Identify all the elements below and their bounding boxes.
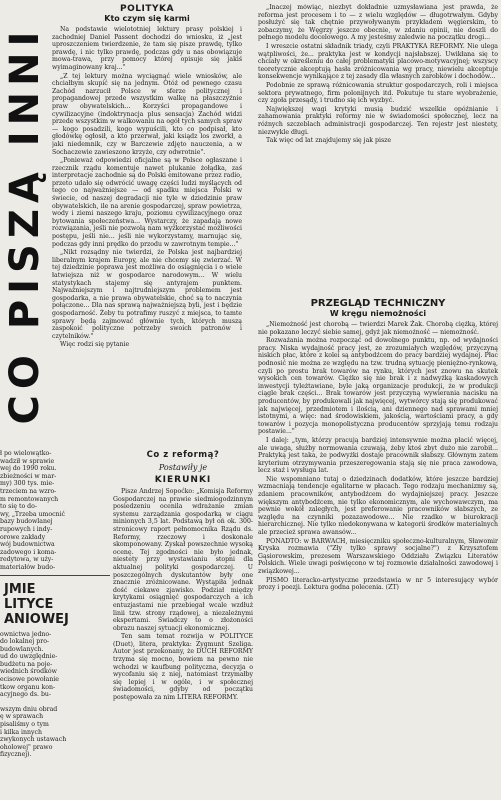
paragraph: „Ponieważ odpowiedzi oficjalne są w Polsce ogłaszane i rzecznik rządu komentuje nawet plukanie żołądka, zaś interpretacje zachodnie są do Polski emitowane przez radio, przeto udało się odwrócić uwagę części ludzi myślących od tego co najważniejsze — od spadku miejsca Polski w świecie, od naszej degradacji nie tyle w dziedzinie praw obywatelskich, ile na arenie gospodarczej, spraw powietrza, wody i ziemi naszego kraju, poziomu cywilizacyjnego oraz bytowania społeczeństwa... Wystarczy, że zapadają nowe rozwiązania, jeśli nie pozwolą nam wyżkorzystać możliwości postępu, jeśli nie... jeśli nie wykorzystamy, marnując się, podczas gdy inni prędko do przodu w zawrotnym tempie..." bbox=[52, 157, 242, 248]
paragraph: „Niemożność jest chorobą — twierdzi Marek Żak. Chorobą ciężką, której nie pokazano leczyć siebie samej, gdyż jak niemożność — niemożność. bbox=[258, 321, 498, 336]
paragraph: Rozważania można rozpocząć od dowolnego punktu, np. od wydajności pracy. Niska wydajność pracy jest, ze zrozumiałych względów, przyczyną niskich płac, które z kolei są antybodźcem do pracy bardziej wydajnej. Płac podnosić nie można ze względu na tzw. trudną sytuację pieniężno-rynkową, czyli po prostu brak towarów na rynku, których jest znowu na skutek wysokich cen towarów. Ciężko się nie brak i z nadwyżką kaskadowych inwestycji tyleżtawiane, byle jaką organizacje produkcji, że w produkcji ciągle brak części... Brak towarów jest przyczyną wywierania nacisku na producentów, by produkowali jak najwięcej, wytwórcy stają się produkować jak najwięcej, przedmiotem i ilością, ani dziennego nad sprawami mniej istotnymi, a więc: nad środowiskiem, jakością, wartościami pracy, a gdy towarów i pozycja monopolistyczna producentów sprzyjają temu rodzaju postawie..." bbox=[258, 337, 498, 436]
banner-headline bbox=[0, 582, 110, 627]
fragment-line: ownictwa jedno- bbox=[0, 630, 52, 638]
fragment-line bbox=[0, 699, 110, 706]
paragraph: Pisze Andrzej Sopoćko: „Komisja Reformy Gospodarczej na prawie siedmiogodzinnym posiedzeniu ocenila wdrażanie zmian systemu zarządzania gospodarką w ciągu minionych 3,5 lat. Podstawą był oń ok. 300-stronicowy raport pełnomocnika Rządu ds. Reformy, rzeczowy i doskonale skomponowany. Zyskał powszechnie wysoką ocenę. Tej zgodności nie było jednak, niestety przy wystawianiu stopni dla aktualnej polityki gospodarczej. U poszczególnych dyskutantów były one znacznie zróżnicowane. Wystąpiła jednak dość ciekawe zjawisko. Podział między krytykami osiągnięć gospodarczych a ich entuzjastami nie przebiegał wcale wzdłuż linii tzw. strony rządowej, a niezależnymi ekspertami. Świadczy to o złożoności obrazu naszej sytuacji ekonomicznej. bbox=[113, 488, 253, 632]
fragment-text-2 bbox=[0, 631, 110, 760]
paragraph: I wreszcie ostatni składnik triady, czyli PRAKTYKA REFORMY. Nie ulega wątpliwości, że... praktyka jest w kondycji najsłabszej. Uwikłana się to chciały w określeniu do całej problematyki placowo-motywacyjnej; wszyscy teoretycznie akceptują hasła zróżnicowania wg pracy, niewielu akceptuje konsekwencje wynikające z tej zasady dla własnych zarobków i dochodów... bbox=[258, 42, 498, 81]
paragraph: I dalej: „tym, którzy pracują bardziej intensywnie można płacić więcej, ale uwaga, służby normowania czuwają, żeby ktoś zbyt dużo nie zarobił... Praktyką jest taka, że podwyżki dostaje pracownik słabszy. Głównym zatem kryterium otrzymywania przeszeregowania stają się nie praca zawodowa, lecz staż i wysługa lat. bbox=[258, 436, 498, 475]
banner-line: LITYCE bbox=[4, 596, 54, 612]
paragraph: PONADTO: w BARWACH, miesięczniku społeczno-kulturalnym, Sławomir Kryska rozmawia ("Zły tylko sprawy socjalne?") z Krzysztofem Gąsiorowskim, prezesem Warszawskiego Oddziału Związku Literatów Polskich. Wiele uwagi poświęcono w tej rozmowie działalności zawodowej i związkowej... bbox=[258, 537, 498, 575]
article-przeglad-body bbox=[258, 321, 498, 592]
fragment-line: wszym dniu obrad bbox=[0, 705, 58, 713]
article-continuation-body bbox=[258, 4, 498, 145]
fragment-line: do lokalnej pro- bbox=[0, 638, 50, 646]
column-polityka bbox=[52, 4, 242, 449]
question-heading: Co z reformą? bbox=[146, 450, 220, 460]
fragment-line: zbieżności w mar- bbox=[0, 472, 57, 480]
paragraph: PISMO literacko-artystyczne przedstawia w nr 5 interesujący wybór prozy i poezji. Lektura godna polecenia. (ZT) bbox=[258, 576, 498, 592]
paragraph: „Nikt rozsądny nie twierdzi, że Polska jest najbardziej liberalnym krajem Europy, ale nie chcemy się zwierzać. W tej dziedzinie poprawa jest możliwa do osiągnięcia i o wiele łatwiejsza niż w gospodarce narodowym... W wielu statystykach stajemy się antyrajem punktem. Najważniejszym i najtrudniejszym problemem jest gospodarka, a nie prawa obywatelskie, choć są to naczynia połączone... Dla nas sprawą najważniejszą byli, jest i będzie gospodarność. Żeby tu potrafimy ruszyć z miejsca, to tamte sprawy będą zajmować głównie tych, których muszą zaspokoić polityczne potrzeby swoich patronów i czytelników." bbox=[52, 249, 242, 340]
fragment-line: budowlanych. bbox=[0, 645, 44, 653]
paragraph: Największej wagi krytyki musią budzić wszelkie opóźnianie i zahamowania praktyki reformy nie w świadomości społecznej, lecz na różnych szczeblach administracji gospodarczej. Ten rejestr jest niestety, niezwykle długi. bbox=[258, 105, 498, 136]
headline-w-kregu: W kręgu niemożności bbox=[329, 309, 427, 318]
fragment-line: ud do uwzględnie- bbox=[0, 653, 58, 661]
fragment-line: redytowa, w uży- bbox=[0, 556, 54, 564]
paragraph: Ten sam temat rozwija w POLITYCE (Duet), litera, praktyka: Zygmunt Szeliga. Autor jest przekonany, że DUCH REFORMY trzyma się mocno, bowiem na pewno nie wchodzi w kaufbung polityczna, decyzja o wycofaniu się z niej, natomiast trzymałby się lepiej i w ogóle, i w społecznej świadomości, gdyby od początku postępowała za nim LITERA REFORMY. bbox=[113, 633, 253, 702]
fragment-line: zwykonych ustawach bbox=[0, 736, 67, 744]
banner-line: ANIOWEJ bbox=[4, 611, 69, 627]
fragment-line: oholowej" prawo bbox=[0, 743, 53, 751]
column-kierunki bbox=[113, 450, 253, 800]
fragment-line: fizycznej). bbox=[0, 751, 32, 759]
paragraph: Tak więc od lat znajdujemy się jak pisze bbox=[266, 137, 392, 145]
paragraph: Więc rodzi się pytanie bbox=[60, 341, 130, 349]
fragment-line: my) 300 tys. mie- bbox=[0, 480, 55, 488]
vertical-title: CO PISZĄ INNI bbox=[2, 25, 48, 425]
headline-kto-czym: Kto czym się karmi bbox=[104, 14, 190, 23]
fragment-line: rupowych i indy- bbox=[0, 525, 53, 533]
postawily-line: Postawiły je bbox=[158, 463, 208, 472]
section-title-przeglad: PRZEGLĄD TECHNICZNY bbox=[310, 298, 446, 309]
fragment-line: materiałów budo- bbox=[0, 563, 56, 571]
fragment-line: trzeciem na wzro- bbox=[0, 487, 57, 495]
section-title-polityka: POLITYKA bbox=[120, 4, 174, 14]
fragment-line: budżetu na poje- bbox=[0, 660, 53, 668]
paragraph: Na podstawie wielototniej lektury prasy polskiej i zachodniej Daniel Passent dochodzi do wniosku, iż „jest uproszczeniem twierdzenie, że tam się pisze prawdę, tylko prawdę, i nic tylko prawdę, podczas gdy u nas obowiązuje mowa-trawa, przy pomocy której opisuje się jakiś wyimaginowany kraj..." bbox=[52, 26, 242, 71]
vertical-title-banner bbox=[0, 0, 50, 450]
fragment-line: wej do 1990 roku. bbox=[0, 465, 57, 473]
fragment-line: wy, „Trzeba umocnić bbox=[0, 510, 65, 518]
column-left-fragment bbox=[0, 450, 110, 800]
paragraph: Nie wspomniano tutaj o dziedzinach dodatków, które jeszcze bardziej wzmacniają tendencje egalitarne w płacach. Tego rodzaju mechanizmy są, zdaniem pracowników, antybodźcem do wydajniejszej pracy. Jeszcze większym antybodźcem, nie tylko ekonomicznym, ale wychowawczym, ma pewnie wokół zaległych, jest preferowanie pracowników słabszych, ze względu na czynniki pozazawodowe... Nie rzadko w biurokracji hierarchicznej. Nie tylko niedokonywana w kategorii środków materialnych ale przecież sprawa awansów... bbox=[258, 475, 498, 537]
paragraph: „Inaczej mówiąc, niezbyt dokładnie uzmysławiana jest prawda, że reforma jest procesem i to — z wielu względów — długotrwałym. Gdyby posłużyć się tak chętnie przywoływanym przykładem węgierskim, to zobaczymy, że Węgrzy jeszcze obecnie, w zdaniu opinii, nie doszli do pełnego modelu docelowego. A my jesteśmy zaledwie na początku drogi... bbox=[258, 4, 498, 42]
fragment-line: orowe zakłady bbox=[0, 533, 46, 541]
fragment-line: wój budownictwa bbox=[0, 541, 55, 549]
fragment-line: tkow organu kon- bbox=[0, 683, 56, 691]
section-title-kierunki: KIERUNKI bbox=[154, 475, 212, 485]
article-kierunki-body bbox=[113, 488, 253, 702]
fragment-text-1 bbox=[0, 450, 110, 572]
paragraph: „Z tej lektury można wyciągnąć wiele wniosków, ale chciałbym skupić się na jednym. Otóż od pewnego czasu Zachód narzucił Polsce w sferze politycznej i propagandowej przede wszystkim walkę na płaszczyźnie praw obywatelskich... Korzyści propagandowe i cywilizacyjne (indoktrynacja plus sensacja) Zachód widzi przede wszystkim w walkowaniu na ogół tych samych spraw — kogo posadzili, kogo wypuścili, kto co podpisał, kto głodówkę ogłosił, a kto przerwał, jaki ksiądz los zworkł, a jaki niedemnik, czy w Barczewie zdjęto nauczenia, a w Sochaczewie zawieszono krzyże, czy odwrotnie". bbox=[52, 72, 242, 156]
article-polityka-body bbox=[52, 26, 242, 349]
fragment-line: ł po wielowątko- bbox=[0, 450, 52, 457]
fragment-line: ę w sprawach bbox=[0, 713, 44, 721]
column-continuation bbox=[258, 4, 498, 294]
paragraph: Podobnie ze sprawą różnicowania struktur gospodarczych, roli i miejsca sektora prywatnego, firm polonijnych itd. Pokutuje tu stare wyobrażenie, czy zgoła przesądy, i trudno się ich wyzbyć. bbox=[258, 81, 498, 105]
fragment-line: to się to do- bbox=[0, 503, 37, 511]
banner-line: JMIE bbox=[4, 581, 36, 597]
fragment-line: ecisowe powołanie bbox=[0, 676, 59, 684]
fragment-line: wadził w sprawie bbox=[0, 457, 55, 465]
divider bbox=[0, 575, 110, 576]
fragment-line: acyjnego ds. bu- bbox=[0, 691, 51, 699]
fragment-line: i kilka innych bbox=[0, 728, 42, 736]
fragment-line: bazy budowlanej bbox=[0, 518, 53, 526]
fragment-line: pisaliśmy o tym bbox=[0, 721, 49, 729]
column-przeglad-techniczny bbox=[258, 298, 498, 798]
fragment-line: wiednich środków bbox=[0, 668, 57, 676]
fragment-line: m remontowanych bbox=[0, 495, 59, 503]
fragment-line: zadowego i koma- bbox=[0, 548, 57, 556]
